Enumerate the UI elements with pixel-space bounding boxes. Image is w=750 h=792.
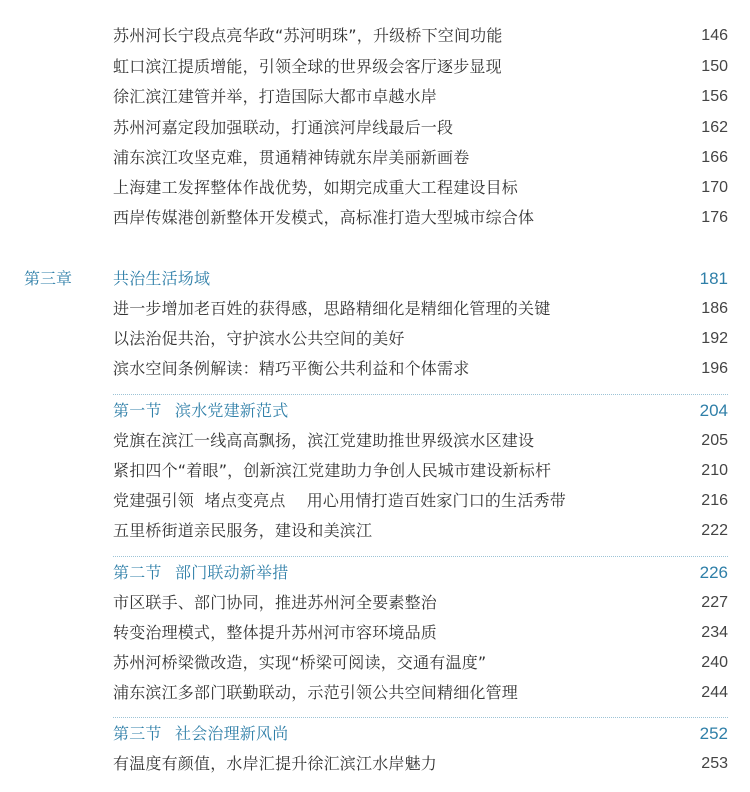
toc-entry-page: 205 bbox=[701, 432, 728, 449]
toc-entry-page: 162 bbox=[701, 119, 728, 136]
toc-entry-title: 五里桥街道亲民服务，建设和美滨江 bbox=[113, 521, 373, 540]
toc-entry-title: 虹口滨江提质增能，引领全球的世界级会客厅逐步显现 bbox=[113, 57, 502, 76]
toc-entry-title: 有温度有颜值，水岸汇提升徐汇滨江水岸魅力 bbox=[113, 754, 438, 773]
toc-entry-page: 222 bbox=[701, 522, 728, 539]
toc-entry-title: 党旗在滨江一线高高飘扬，滨江党建助推世界级滨水区建设 bbox=[113, 431, 535, 450]
toc-entry-title: 上海建工发挥整体作战优势，如期完成重大工程建设目标 bbox=[113, 178, 519, 197]
section-title: 部门联动新举措 bbox=[175, 563, 289, 582]
toc-entry-title: 以法治促共治，守护滨水公共空间的美好 bbox=[113, 329, 405, 348]
toc-entry[interactable] bbox=[0, 486, 750, 516]
toc-entry-page: 170 bbox=[701, 179, 728, 196]
toc-entry[interactable] bbox=[0, 143, 750, 173]
toc-entry[interactable] bbox=[0, 426, 750, 456]
chapter-number: 第三章 bbox=[24, 269, 73, 288]
toc-entry-title: 徐汇滨江建管并举，打造国际大都市卓越水岸 bbox=[113, 87, 438, 106]
section-title: 滨水党建新范式 bbox=[175, 401, 289, 420]
toc-section-heading[interactable] bbox=[0, 396, 750, 426]
toc-entry[interactable] bbox=[0, 173, 750, 203]
toc-entry-page: 186 bbox=[701, 300, 728, 317]
toc-entry[interactable] bbox=[0, 456, 750, 486]
chapter-title: 共治生活场域 bbox=[113, 269, 211, 288]
toc-entry-page: 227 bbox=[701, 594, 728, 611]
chapter-page: 181 bbox=[699, 269, 728, 288]
section-page: 226 bbox=[699, 563, 728, 582]
toc-entry-title: 浦东滨江攻坚克难，贯通精神铸就东岸美丽新画卷 bbox=[113, 148, 470, 167]
section-number: 第一节 bbox=[113, 401, 162, 420]
toc-entry-title: 进一步增加老百姓的获得感，思路精细化是精细化管理的关键 bbox=[113, 299, 551, 318]
toc-entry-title: 苏州河嘉定段加强联动，打通滨河岸线最后一段 bbox=[113, 118, 454, 137]
section-heading-text bbox=[113, 396, 288, 426]
section-divider bbox=[113, 394, 728, 395]
toc-entry[interactable] bbox=[0, 82, 750, 112]
toc-section-heading[interactable] bbox=[0, 558, 750, 588]
section-divider bbox=[113, 556, 728, 557]
toc-entry[interactable] bbox=[0, 749, 750, 779]
toc-entry-page: 146 bbox=[701, 27, 728, 44]
toc-entry-page: 176 bbox=[701, 209, 728, 226]
toc-entry-page: 216 bbox=[701, 492, 728, 509]
section-title: 社会治理新风尚 bbox=[175, 724, 289, 743]
section-number: 第三节 bbox=[113, 724, 162, 743]
toc-entry-page: 244 bbox=[701, 684, 728, 701]
toc-entry[interactable] bbox=[0, 354, 750, 384]
section-divider bbox=[113, 717, 728, 718]
toc-entry[interactable] bbox=[0, 21, 750, 51]
toc-section-heading[interactable] bbox=[0, 719, 750, 749]
toc-entry-title: 市区联手、部门协同，推进苏州河全要素整治 bbox=[113, 593, 438, 612]
toc-entry-page: 156 bbox=[701, 88, 728, 105]
toc-entry-title: 苏州河桥梁微改造，实现“桥梁可阅读，交通有温度” bbox=[113, 653, 487, 672]
toc-entry[interactable] bbox=[0, 648, 750, 678]
toc-entry-title: 西岸传媒港创新整体开发模式，高标准打造大型城市综合体 bbox=[113, 208, 535, 227]
toc-entry-title: 转变治理模式，整体提升苏州河市容环境品质 bbox=[113, 623, 438, 642]
toc-entry-page: 240 bbox=[701, 654, 728, 671]
toc-entry[interactable] bbox=[0, 52, 750, 82]
toc-entry-title: 紧扣四个“着眼”，创新滨江党建助力争创人民城市建设新标杆 bbox=[113, 461, 552, 480]
toc-entry-title: 浦东滨江多部门联勤联动，示范引领公共空间精细化管理 bbox=[113, 683, 519, 702]
toc-entry-page: 196 bbox=[701, 360, 728, 377]
toc-entry-page: 234 bbox=[701, 624, 728, 641]
toc-entry-page: 166 bbox=[701, 149, 728, 166]
section-number: 第二节 bbox=[113, 563, 162, 582]
toc-entry[interactable] bbox=[0, 203, 750, 233]
toc-entry[interactable] bbox=[0, 618, 750, 648]
toc-entry-title: 党建强引领 堵点变亮点 用心用情打造百姓家门口的生活秀带 bbox=[113, 491, 566, 510]
toc-entry[interactable] bbox=[0, 588, 750, 618]
section-heading-text bbox=[113, 558, 288, 588]
toc-entry-title: 苏州河长宁段点亮华政“苏河明珠”，升级桥下空间功能 bbox=[113, 26, 503, 45]
section-page: 252 bbox=[699, 724, 728, 743]
toc-entry-page: 150 bbox=[701, 58, 728, 75]
toc-entry-title: 滨水空间条例解读：精巧平衡公共利益和个体需求 bbox=[113, 359, 470, 378]
toc-entry[interactable] bbox=[0, 113, 750, 143]
toc-entry[interactable] bbox=[0, 516, 750, 546]
toc-entry-page: 192 bbox=[701, 330, 728, 347]
section-heading-text bbox=[113, 719, 288, 749]
toc-entry[interactable] bbox=[0, 294, 750, 324]
section-page: 204 bbox=[699, 401, 728, 420]
toc-chapter-heading[interactable] bbox=[0, 264, 750, 294]
toc-entry[interactable] bbox=[0, 324, 750, 354]
toc-entry-page: 210 bbox=[701, 462, 728, 479]
toc-entry[interactable] bbox=[0, 678, 750, 708]
toc-entry-page: 253 bbox=[701, 755, 728, 772]
